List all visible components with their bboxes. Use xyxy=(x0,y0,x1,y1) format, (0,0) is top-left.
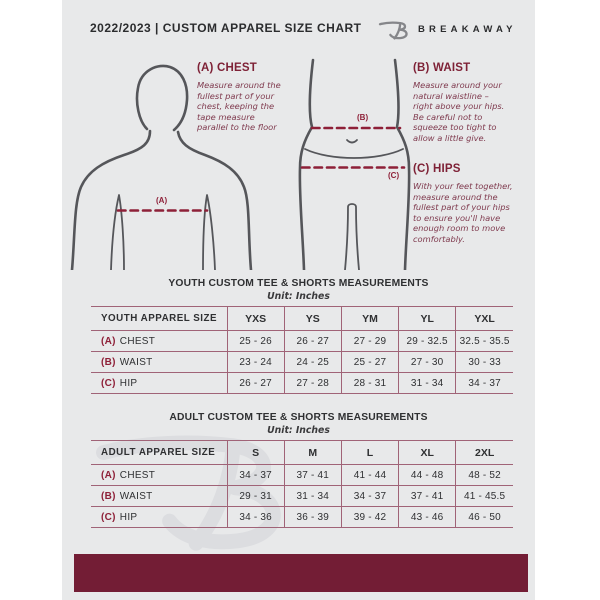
youth-size-table xyxy=(91,306,513,394)
table-header-row xyxy=(91,441,513,465)
row-name: CHEST xyxy=(119,469,156,481)
table-row xyxy=(91,507,513,528)
chest-instruction-block xyxy=(197,62,288,133)
chest-instruction-heading: (A) CHEST xyxy=(197,62,257,74)
measurement-cell: 37 - 41 xyxy=(284,465,341,486)
measurement-cell: 23 - 24 xyxy=(227,352,284,373)
breakaway-logo-icon xyxy=(377,16,411,43)
table-row xyxy=(91,352,513,373)
table-row xyxy=(91,373,513,394)
youth-size-column-header: YOUTH APPAREL SIZE xyxy=(91,307,227,331)
size-column-header: 2XL xyxy=(456,441,513,465)
row-label xyxy=(91,507,227,528)
measurement-cell: 31 - 34 xyxy=(399,373,456,394)
measurement-cell: 28 - 31 xyxy=(341,373,398,394)
adult-section-title: ADULT CUSTOM TEE & SHORTS MEASUREMENTS xyxy=(169,412,428,423)
row-key: (C) xyxy=(101,511,116,523)
row-name: WAIST xyxy=(119,356,153,368)
size-chart-sheet xyxy=(62,0,535,600)
youth-section-title: YOUTH CUSTOM TEE & SHORTS MEASUREMENTS xyxy=(168,278,429,289)
row-label xyxy=(91,486,227,507)
size-column-header: M xyxy=(284,441,341,465)
hips-instruction-text: With your feet together, measure around the fullest part of your hips to ensure you'll have enough room to move comfortably. xyxy=(413,181,513,244)
waist-instruction-block xyxy=(413,62,510,143)
measurement-cell: 25 - 27 xyxy=(341,352,398,373)
row-label xyxy=(91,352,227,373)
table-row xyxy=(91,465,513,486)
waist-line-label: (B) xyxy=(357,113,369,122)
row-key: (A) xyxy=(101,469,116,481)
row-label xyxy=(91,373,227,394)
size-column-header: L xyxy=(341,441,398,465)
measurement-cell: 31 - 34 xyxy=(284,486,341,507)
measurement-cell: 24 - 25 xyxy=(284,352,341,373)
hips-line-label: (C) xyxy=(388,171,400,180)
size-column-header: XL xyxy=(399,441,456,465)
size-column-header: YS xyxy=(284,307,341,331)
row-key: (B) xyxy=(101,490,116,502)
waist-instruction-text: Measure around your natural waistline – right above your hips. Be careful not to squeeze too tight to allow a little give. xyxy=(413,80,505,143)
measurement-cell: 25 - 26 xyxy=(227,331,284,352)
measurement-cell: 29 - 31 xyxy=(227,486,284,507)
chest-line-label: (A) xyxy=(156,196,168,205)
row-key: (C) xyxy=(101,377,116,389)
adult-size-table xyxy=(91,440,513,528)
size-column-header: YXS xyxy=(227,307,284,331)
measurement-cell: 27 - 28 xyxy=(284,373,341,394)
size-column-header: YXL xyxy=(456,307,513,331)
measurement-cell: 41 - 44 xyxy=(341,465,398,486)
row-key: (B) xyxy=(101,356,116,368)
measurement-cell: 34 - 37 xyxy=(456,373,513,394)
measurement-cell: 44 - 48 xyxy=(399,465,456,486)
measurement-cell: 27 - 30 xyxy=(399,352,456,373)
row-name: HIP xyxy=(119,377,138,389)
measurement-cell: 29 - 32.5 xyxy=(399,331,456,352)
measurement-cell: 30 - 33 xyxy=(456,352,513,373)
adult-size-column-header: ADULT APPAREL SIZE xyxy=(91,441,227,465)
adult-unit-label: Unit: Inches xyxy=(267,425,330,436)
page-title: 2022/2023 | CUSTOM APPAREL SIZE CHART xyxy=(90,21,362,35)
measurement-cell: 34 - 37 xyxy=(227,465,284,486)
size-column-header: YL xyxy=(399,307,456,331)
measurement-cell: 36 - 39 xyxy=(284,507,341,528)
waist-instruction-heading: (B) WAIST xyxy=(413,62,471,74)
measurement-cell: 26 - 27 xyxy=(284,331,341,352)
table-row xyxy=(91,486,513,507)
measurement-cell: 46 - 50 xyxy=(456,507,513,528)
row-name: CHEST xyxy=(119,335,156,347)
hips-instruction-heading: (C) HIPS xyxy=(413,163,461,175)
measurement-cell: 48 - 52 xyxy=(456,465,513,486)
measurement-cell: 34 - 36 xyxy=(227,507,284,528)
measurement-cell: 32.5 - 35.5 xyxy=(456,331,513,352)
row-label xyxy=(91,465,227,486)
hips-instruction-block xyxy=(413,163,515,244)
measurement-cell: 43 - 46 xyxy=(399,507,456,528)
row-label xyxy=(91,331,227,352)
youth-unit-label: Unit: Inches xyxy=(267,291,330,302)
measurement-cell: 27 - 29 xyxy=(341,331,398,352)
footer-bar xyxy=(74,554,528,592)
row-name: HIP xyxy=(119,511,138,523)
row-name: WAIST xyxy=(119,490,153,502)
table-header-row xyxy=(91,307,513,331)
measurement-cell: 37 - 41 xyxy=(399,486,456,507)
measurement-cell: 34 - 37 xyxy=(341,486,398,507)
waist-hips-figure-illustration xyxy=(296,56,414,270)
table-row xyxy=(91,331,513,352)
measurement-cell: 26 - 27 xyxy=(227,373,284,394)
size-column-header: YM xyxy=(341,307,398,331)
brand-name: BREAKAWAY xyxy=(418,24,517,35)
row-key: (A) xyxy=(101,335,116,347)
measurement-cell: 41 - 45.5 xyxy=(456,486,513,507)
size-column-header: S xyxy=(227,441,284,465)
chest-instruction-text: Measure around the fullest part of your chest, keeping the tape measure parallel to the floor xyxy=(197,80,281,133)
measurement-cell: 39 - 42 xyxy=(341,507,398,528)
